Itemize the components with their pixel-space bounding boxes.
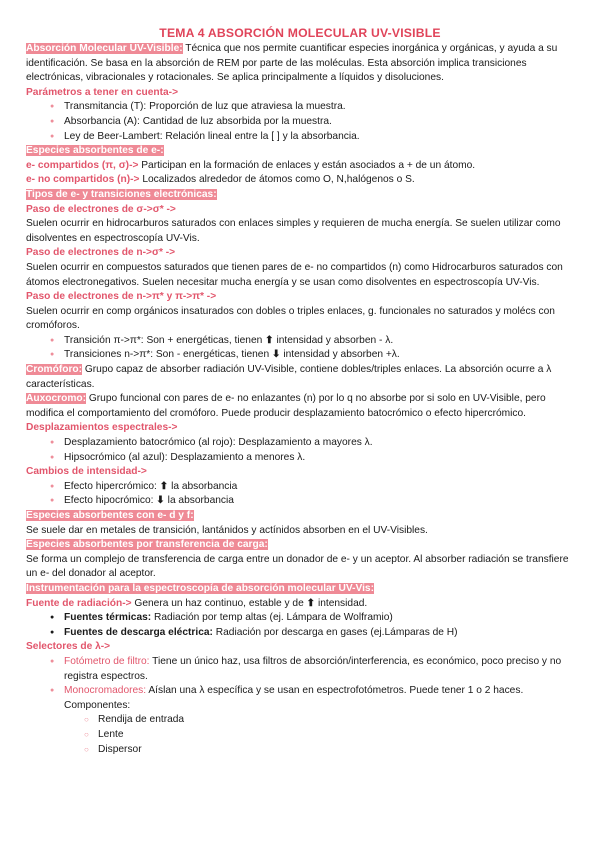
list-item: ● Hipsocrómico (al azul): Desplazamiento a menores λ. xyxy=(26,451,574,466)
hipercromico-text-end: la absorbancia xyxy=(168,480,238,492)
arrow-up-icon: ⬆ xyxy=(306,597,316,609)
sigma-heading: Paso de electrones de σ->σ* -> xyxy=(26,203,176,215)
intro-label: Absorción Molecular UV-Visible: xyxy=(26,43,183,54)
componentes-label: Componentes: xyxy=(64,699,131,711)
tipos-heading-label: Tipos de e- y transiciones electrónicas: xyxy=(26,188,217,200)
selectores-heading: Selectores de λ-> xyxy=(26,641,111,653)
transition-pi-text: Transición π->π*: Son + energéticas, tienen xyxy=(64,334,266,346)
fuentes-descarga-label: Fuentes de descarga eléctrica: xyxy=(64,626,213,638)
especies-line-1-label: e- compartidos (π, σ)-> xyxy=(26,159,139,171)
monocromadores-text: Aíslan una λ específica y se usan en espectrofotómetros. Puede tener 1 o 2 haces. xyxy=(146,685,524,697)
fuente-label: Fuente de radiación-> xyxy=(26,597,132,609)
list-item xyxy=(26,334,574,349)
fuentes-termicas-label: Fuentes térmicas: xyxy=(64,612,152,624)
selectores-list xyxy=(26,655,574,699)
arrow-down-icon: ⬇ xyxy=(156,495,165,507)
list-item xyxy=(26,480,574,495)
fuentes-descarga-text: Radiación por descarga en gases (ej.Lámparas de H) xyxy=(212,626,458,638)
especies-line-1-text: Participan en la formación de enlaces y están asociados a + de un átomo. xyxy=(138,159,476,171)
n-pi-heading: Paso de electrones de n->π* y π->π* -> xyxy=(26,291,217,303)
transiciones-list xyxy=(26,334,574,363)
n-pi-text: Suelen ocurrir en comp orgánicos insaturados con dobles o triples enlaces, g. funcionales no saturados y molécs con cromóforos. xyxy=(26,305,555,332)
list-item: ○ Rendija de entrada xyxy=(26,713,574,728)
cromoforo-text: Grupo capaz de absorber radiación UV-Visible, contiene dobles/triples enlaces. La absorción ocurre a λ características. xyxy=(26,364,552,390)
fuente-text: Genera un haz continuo, estable y de xyxy=(131,597,307,609)
cambios-list xyxy=(26,480,574,509)
list-item: ● Absorbancia (A): Cantidad de luz absorbida por la muestra. xyxy=(26,115,574,130)
carga-text: Se forma un complejo de transferencia de carga entre un donador de e- y un aceptor. Al absorber radiación se transfiere un e- del donador al aceptor. xyxy=(26,553,569,580)
fuente-text-end: intensidad. xyxy=(315,597,368,609)
list-item: ● Transmitancia (T): Proporción de luz que atraviesa la muestra. xyxy=(26,100,574,115)
hipercromico-text: Efecto hipercrómico: xyxy=(64,480,160,492)
desplazamientos-heading: Desplazamientos espectrales-> xyxy=(26,422,178,434)
especies-heading xyxy=(26,144,574,159)
list-item xyxy=(26,348,574,363)
especies-heading-label: Especies absorbentes de e-: xyxy=(26,145,164,157)
list-item xyxy=(26,611,574,626)
especies-line-2-label: e- no compartidos (n)-> xyxy=(26,174,140,186)
especies-line-1 xyxy=(26,159,574,174)
list-item xyxy=(26,655,574,684)
transition-n-text-end: intensidad y absorben +λ. xyxy=(280,349,400,361)
list-item: ● Desplazamiento batocrómico (al rojo): Desplazamiento a mayores λ. xyxy=(26,436,574,451)
arrow-down-icon: ⬇ xyxy=(271,349,281,361)
hipocromico-text: Efecto hipocrómico: xyxy=(64,495,157,507)
especies-line-2-text: Localizados alrededor de átomos como O, N,halógenos o S. xyxy=(139,174,415,186)
auxocromo-text: Grupo funcional con pares de e- no enlazantes (n) por lo q no absorbe por si solo en UV-Visible, pero modifica el comportamiento del cromóforo. Puede producir desplazamiento batocrómico o efecto hipercrómico. xyxy=(26,393,546,419)
fuentes-termicas-text: Radiación por temp altas (ej. Lámpara de Wolframio) xyxy=(151,612,393,624)
transition-pi-text-end: intensidad y absorben - λ. xyxy=(273,334,394,346)
list-item: ○ Dispersor xyxy=(26,743,574,758)
n-sigma-text: Suelen ocurrir en compuestos saturados que tienen pares de e- no compartidos (n) como Hidrocarburos saturados con átomos electronegativos. Suelen necesitar mucha energía y se usan como disolventes en espectroscopía UV-Vis. xyxy=(26,261,563,288)
tipos-heading xyxy=(26,188,574,203)
cromoforo-paragraph xyxy=(26,363,574,392)
cromoforo-label: Cromóforo: xyxy=(26,364,83,376)
monocromadores-label: Monocromadores: xyxy=(64,685,147,697)
transition-n-text: Transiciones n->π*: Son - energéticas, tienen xyxy=(64,349,272,361)
dyf-heading xyxy=(26,509,574,524)
params-heading: Parámetros a tener en cuenta-> xyxy=(26,86,179,98)
arrow-up-icon: ⬆ xyxy=(265,334,274,346)
list-item: ○ Lente xyxy=(26,728,574,743)
list-item xyxy=(26,494,574,509)
fuentes-list xyxy=(26,611,574,640)
cambios-heading: Cambios de intensidad-> xyxy=(26,466,147,478)
componentes-list xyxy=(26,713,574,757)
instrumentacion-heading xyxy=(26,582,574,597)
arrow-up-icon: ⬆ xyxy=(159,480,169,492)
desplazamientos-list xyxy=(26,436,574,465)
intro-text: Técnica que nos permite cuantificar especies inorgánica y orgánicas, y ayuda a su identificación. Se basa en la absorción de REM por parte de las moléculas. Esta absorción implica transiciones electrónicas, vibracionales y rotacionales. Se aplica principalmente a líquidos y disoluciones. xyxy=(26,43,558,84)
list-item xyxy=(26,626,574,641)
hipocromico-text-end: la absorbancia xyxy=(164,495,234,507)
carga-heading xyxy=(26,538,574,553)
params-list xyxy=(26,100,574,144)
carga-heading-label: Especies absorbentes por transferencia de carga: xyxy=(26,539,268,551)
list-item: ● Ley de Beer-Lambert: Relación lineal entre la [ ] y la absorbancia. xyxy=(26,130,574,145)
auxocromo-paragraph xyxy=(26,392,574,421)
fotometro-label: Fotómetro de filtro: xyxy=(64,655,150,667)
instrumentacion-heading-label: Instrumentación para la espectroscopía de absorción molecular UV-Vis: xyxy=(26,582,374,594)
n-sigma-heading: Paso de electrones de n->σ* -> xyxy=(26,247,176,259)
auxocromo-label: Auxocromo: xyxy=(26,393,86,405)
dyf-text: Se suele dar en metales de transición, lantánidos y actínidos absorben en el UV-Visibles. xyxy=(26,524,428,536)
intro-paragraph xyxy=(26,42,574,86)
list-item xyxy=(26,684,574,699)
fotometro-text: Tiene un único haz, usa filtros de absorción/interferencia, es económico, poco preciso y no registra espectros. xyxy=(64,655,562,682)
sigma-text: Suelen ocurrir en hidrocarburos saturados con enlaces simples y requieren de mucha energía. Se suelen utilizar como disolventes en espectroscopía UV-Vis. xyxy=(26,218,561,244)
page-title: TEMA 4 ABSORCIÓN MOLECULAR UV-VISIBLE xyxy=(159,26,441,40)
fuente-paragraph xyxy=(26,597,574,612)
especies-line-2 xyxy=(26,173,574,188)
dyf-heading-label: Especies absorbentes con e- d y f: xyxy=(26,510,194,521)
